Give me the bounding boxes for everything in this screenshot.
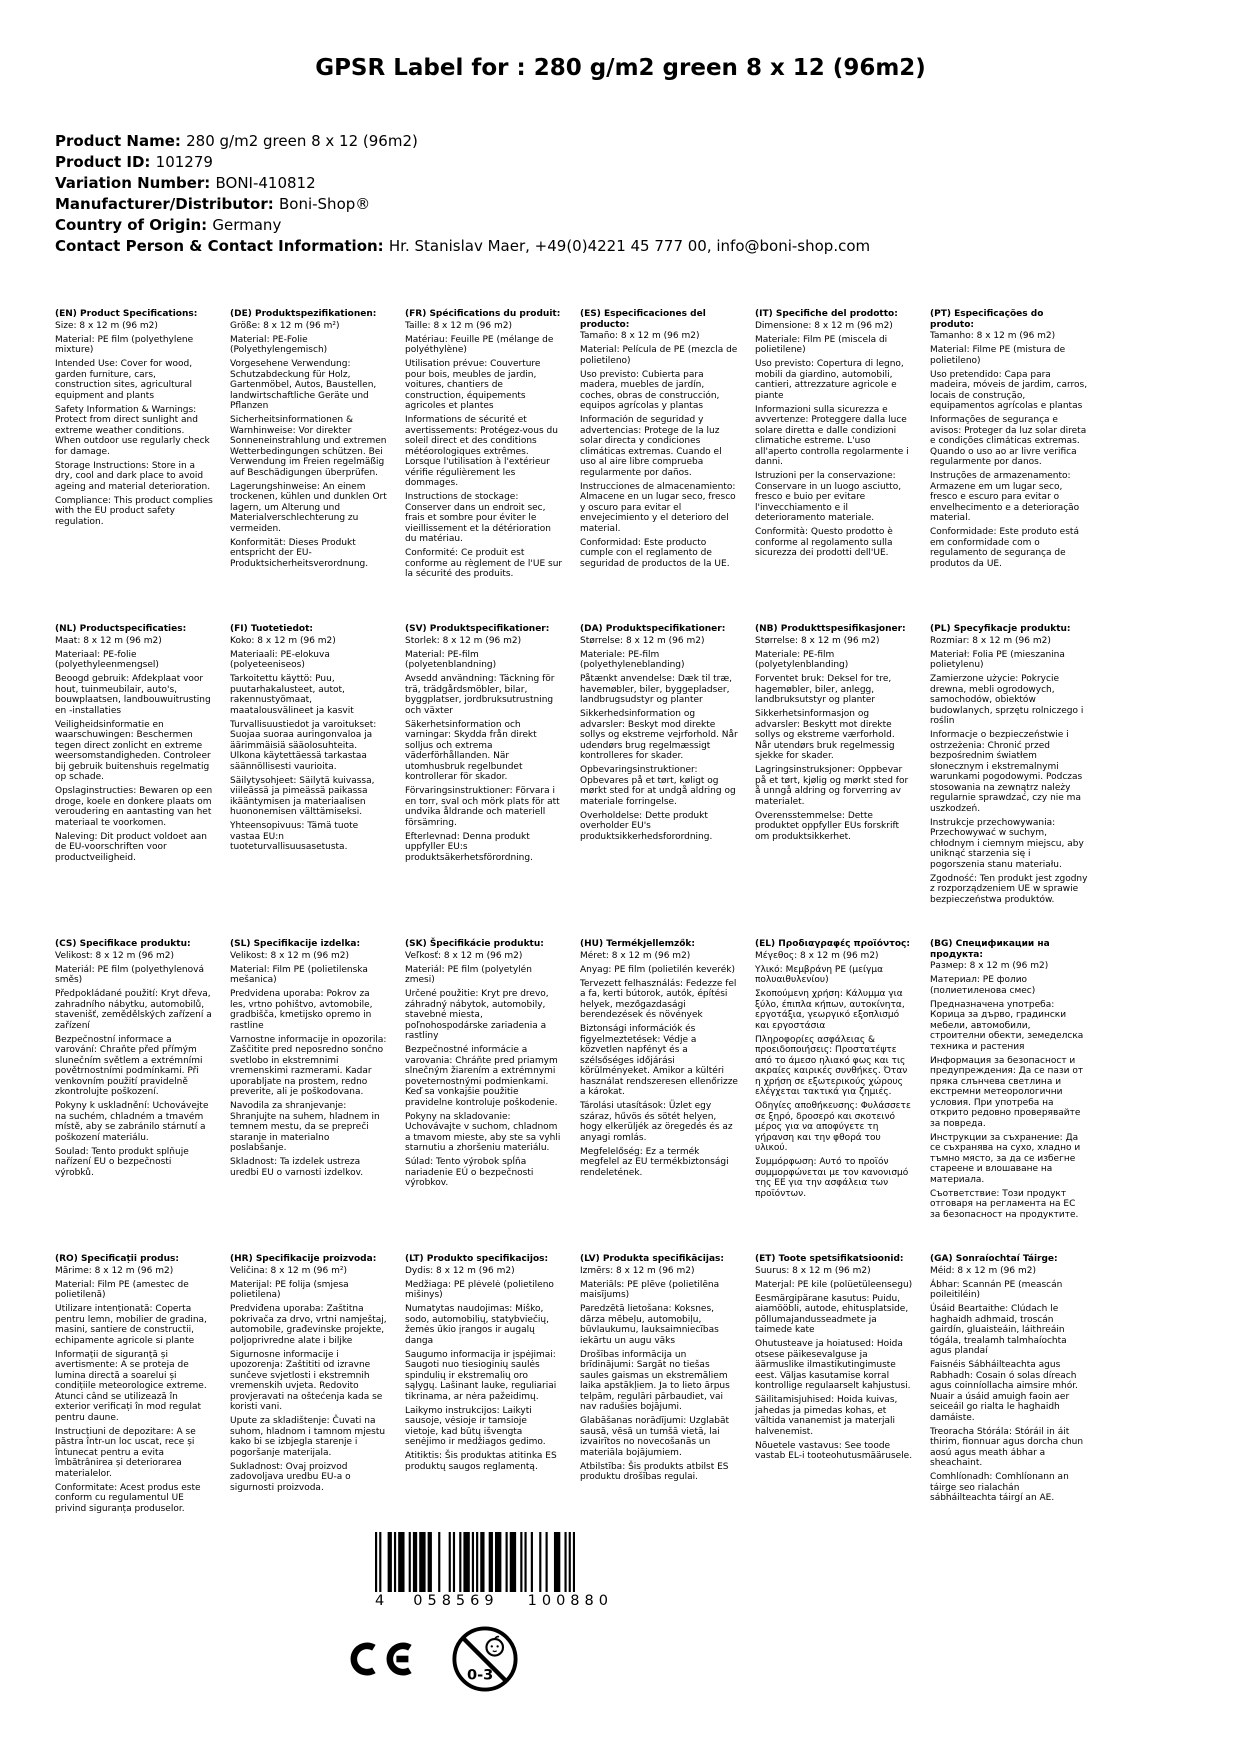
spec-paragraph: Material: Film PE (polietilenska mešanica): [230, 964, 368, 985]
barcode-bar: [546, 1532, 548, 1592]
spec-paragraph: Maat: 8 x 12 m (96 m2): [55, 635, 162, 646]
spec-paragraph: Beoogd gebruik: Afdekplaat voor hout, tuinmeubilair, auto's, bouwplaatsen, landbouwuitrusting en -installaties: [55, 674, 211, 716]
spec-paragraph: Tervezett felhasználás: Fedezze fel a fa, kerti bútorok, autók, építési helyek, mezőgazdasági berendezések és növények: [580, 978, 737, 1020]
spec-paragraph: Zgodność: Ten produkt jest zgodny z rozporządzeniem UE w sprawie bezpieczeństwa produktów.: [930, 873, 1088, 905]
spec-paragraph: Tamaño: 8 x 12 m (96 m2): [580, 331, 700, 341]
spec-heading: (ET) Toote spetsifikatsioonid:: [755, 1254, 904, 1264]
spec-paragraph: Eesmärgipärane kasutus: Puidu, aiamööbli, autode, ehitusplatside, põllumajandusseadmete ja taimede kate: [755, 1293, 909, 1335]
spec-heading: (SK) Špecifikácie produktu:: [405, 939, 544, 949]
spec-en: [55, 309, 213, 624]
spec-paragraph: Instrucciones de almacenamiento: Almacene en un lugar seco, fresco y oscuro para evitar el envejecimiento y el deterioro del material.: [580, 481, 736, 534]
barcode-digit-group-left: 058569: [413, 1592, 499, 1609]
page-title: GPSR Label for : 280 g/m2 green 8 x 12 (96m2): [315, 55, 926, 81]
product-info-label: Variation Number:: [55, 174, 216, 192]
spec-paragraph: Materiaali: PE-elokuva (polyeteeniseos): [230, 649, 330, 670]
barcode-digit-first: 4: [375, 1592, 385, 1609]
spec-paragraph: Pokyny k uskladnění: Uchovávejte na suchém, chladném a tmavém místě, aby se zabránilo stárnutí a poškození materiálu.: [55, 1101, 209, 1143]
spec-paragraph: Dydis: 8 x 12 m (96 m2): [405, 1265, 515, 1276]
spec-paragraph: Material: Film PE (amestec de polietilenă): [55, 1279, 189, 1300]
spec-paragraph: Conformità: Questo prodotto è conforme al regolamento sulla sicurezza dei prodotti dell'UE.: [755, 527, 893, 558]
spec-et: [755, 1254, 913, 1518]
spec-paragraph: Zamierzone użycie: Pokrycie drewna, mebli ogrodowych, samochodów, obiektów budowlanych, sprzętu rolniczego i roślin: [930, 674, 1084, 726]
spec-paragraph: Material: PE film (polyethylene mixture): [55, 334, 194, 355]
spec-paragraph: Instrucțiuni de depozitare: A se păstra într-un loc uscat, rece și întunecat pentru a evita îmbătrânirea și deteriorarea materialelor.: [55, 1426, 196, 1479]
product-info-row: [55, 215, 1241, 236]
spec-paragraph: Anyag: PE film (polietilén keverék): [580, 964, 736, 975]
spec-paragraph: Sukladnost: Ovaj proizvod zadovoljava uredbu EU-a o sigurnosti proizvoda.: [230, 1461, 351, 1493]
spec-paragraph: Sicherheitsinformationen & Warnhinweise: Vor direkter Sonneneinstrahlung und extremen Wetterbedingungen schützen. Bei Verwendung im Freien regelmäßig auf Beschädigungen überprüfen.: [230, 415, 387, 478]
barcode-digits: [375, 1593, 613, 1609]
product-info-value: Germany: [212, 216, 282, 234]
barcode-bar: [438, 1532, 440, 1592]
product-info-value: Hr. Stanislav Maer, +49(0)4221 45 777 00, info@boni-shop.com: [388, 237, 871, 255]
spec-paragraph: Uso previsto: Copertura di legno, mobili da giardino, automobili, cantieri, attrezzature agricole e piante: [755, 359, 904, 401]
spec-fr: [405, 309, 563, 624]
spec-paragraph: Størrelse: 8 x 12 m (96 m2): [755, 635, 880, 646]
spec-paragraph: Materiał: Folia PE (mieszanina polietylenu): [930, 649, 1065, 670]
barcode-bar: [449, 1532, 451, 1592]
ce-mark-icon: [349, 1632, 415, 1686]
spec-paragraph: Storlek: 8 x 12 m (96 m2): [405, 635, 522, 646]
spec-paragraph: Mărime: 8 x 12 m (96 m2): [55, 1265, 174, 1276]
product-info-row: [55, 152, 1241, 173]
spec-paragraph: Compliance: This product complies with the EU product safety regulation.: [55, 495, 213, 527]
spec-paragraph: Размер: 8 x 12 m (96 m2): [930, 961, 1049, 971]
spec-paragraph: Материал: PE фолио (полиетиленова смес): [930, 975, 1036, 996]
spec-paragraph: Sikkerhetsinformasjon og advarsler: Beskytt mot direkte sollys og ekstreme værforhold. Når utendørs bruk regelmessig sjekke for skader.: [755, 709, 895, 761]
spec-paragraph: Predviđena uporaba: Zaštitna pokrivača za drvo, vrtni namještaj, automobile, građevinske projekte, poljoprivredne alate i biljke: [230, 1304, 387, 1346]
spec-paragraph: Megfelelőség: Ez a termék megfelel az EU termékbiztonsági rendeletének.: [580, 1146, 729, 1178]
barcode-bar: [379, 1532, 381, 1592]
spec-paragraph: Инструкции за съхранение: Да се съхранява на сухо, хладно и тъмно място, за да се избегне стареене и влошаване на материала.: [930, 1132, 1081, 1185]
product-info-row: [55, 236, 1241, 257]
spec-heading: (RO) Specificații produs:: [55, 1254, 179, 1264]
barcode-bar: [531, 1532, 533, 1592]
spec-heading: (DE) Produktspezifikationen:: [230, 309, 377, 319]
spec-heading: (GA) Sonraíochtaí Táirge:: [930, 1254, 1058, 1264]
spec-paragraph: Yhteensopivuus: Tämä tuote vastaa EU:n tuoteturvallisuusasetusta.: [230, 821, 359, 852]
spec-paragraph: Materiale: Film PE (miscela di polietilene): [755, 334, 888, 355]
spec-paragraph: Treoracha Stórála: Stóráil in áit thirim, fionnuar agus dorcha chun aosú agus meath ábhar a sheachaint.: [930, 1426, 1084, 1468]
spec-paragraph: Größe: 8 x 12 m (96 m²): [230, 320, 340, 331]
spec-paragraph: Navodila za shranjevanje: Shranjujte na suhem, hladnem in temnem mestu, da se prepreči staranje in materialno poslabšanje.: [230, 1101, 380, 1153]
spec-paragraph: Dimensione: 8 x 12 m (96 m2): [755, 320, 893, 331]
spec-paragraph: Drošības informācija un brīdinājumi: Sargāt no tiešas saules gaismas un ekstremāliem laika apstākļiem. Ja to lieto ārpus telpām, regulāri pārbaudiet, vai nav radušies bojājumi.: [580, 1349, 730, 1412]
spec-heading: (IT) Specifiche del prodotto:: [755, 309, 898, 319]
spec-pt: [930, 309, 1088, 624]
product-info-label: Product Name:: [55, 132, 187, 150]
spec-paragraph: Materiale: PE-film (polyetylenblanding): [755, 649, 849, 670]
spec-paragraph: Vorgesehene Verwendung: Schutzabdeckung für Holz, Gartenmöbel, Autos, Baustellen, landwirtschaftliche Geräte und Pflanzen: [230, 359, 377, 411]
spec-paragraph: Avsedd användning: Täckning för trä, trädgårdsmöbler, bilar, byggplatser, jordbruksutrustning och växter: [405, 674, 555, 716]
barcode-bar: [489, 1532, 493, 1592]
spec-paragraph: Předpokládané použití: Kryt dřeva, zahradního nábytku, automobilů, stavenišť, zemědělských zařízení a zařízení: [55, 989, 212, 1031]
spec-paragraph: Turvallisuustiedot ja varoitukset: Suojaa suoraa auringonvaloa ja äärimmäisiä sääolosuhteita. Ulkona käytettäessä tarkastaa säännöllisesti vaurioita.: [230, 719, 377, 772]
spec-heading: (NB) Produkttspesifikasjoner:: [755, 624, 906, 634]
barcode-svg: [375, 1532, 575, 1592]
spec-el: [755, 939, 913, 1254]
spec-paragraph: Velikost: 8 x 12 m (96 m2): [230, 950, 350, 961]
spec-paragraph: Μέγεθος: 8 x 12 m (96 m2): [755, 950, 879, 961]
spec-paragraph: Koko: 8 x 12 m (96 m2): [230, 635, 336, 646]
spec-paragraph: Veiligheidsinformatie en waarschuwingen: Beschermen tegen direct zonlicht en extreme weersomstandigheden. Controleer bij gebruik buitenshuis regelmatig op schade.: [55, 719, 211, 782]
spec-paragraph: Conformitate: Acest produs este conform cu regulamentul UE privind siguranța produselor.: [55, 1482, 201, 1514]
spec-paragraph: Atitiktis: Šis produktas atitinka ES produktų saugos reglamentą.: [405, 1451, 557, 1472]
spec-lt: [405, 1254, 563, 1518]
age-warning-label: 0-3: [466, 1665, 494, 1683]
barcode-bar: [480, 1532, 484, 1592]
spec-paragraph: Lagerungshinweise: An einem trockenen, kühlen und dunklen Ort lagern, um Alterung und Materialverschlechterung zu vermeiden.: [230, 481, 387, 534]
barcode-bar: [510, 1532, 516, 1592]
spec-paragraph: Úsáid Beartaithe: Clúdach le haghaidh adhmaid, troscán gairdín, gluaisteáin, láithreáin tógála, trealamh talmhaíochta agus plandaí: [930, 1304, 1067, 1356]
spec-heading: (LV) Produkta specifikācijas:: [580, 1254, 724, 1264]
spec-sl: [230, 939, 388, 1254]
barcode-bar: [463, 1532, 469, 1592]
spec-paragraph: Información de seguridad y advertencias: Protege de la luz solar directa y condiciones climáticas extremas. Cuando el uso al aire libre comprueba regularmente por daños.: [580, 415, 722, 478]
barcode-bar: [495, 1532, 501, 1592]
spec-paragraph: Velikost: 8 x 12 m (96 m2): [55, 950, 175, 961]
footer: [335, 1532, 655, 1693]
spec-paragraph: Méret: 8 x 12 m (96 m2): [580, 950, 691, 961]
spec-paragraph: Upute za skladištenje: Čuvati na suhom, hladnom i tamnom mjestu kako bi se izbjegla starenje i pogoršanje materijala.: [230, 1416, 386, 1458]
spec-paragraph: Materiál: PE film (polyetylén zmesi): [405, 964, 532, 985]
barcode-bar: [539, 1532, 541, 1592]
product-info-label: Country of Origin:: [55, 216, 213, 234]
spec-paragraph: Numatytas naudojimas: Miško, sodo, automobilių, statybviečių, žemės ūkio įrangos ir augalų danga: [405, 1304, 549, 1346]
spec-paragraph: Ohutusteave ja hoiatused: Hoida otsese päikesevalguse ja äärmuslike ilmastikutingimuste eest. Väljas kasutamise korral kontrollige regulaarselt kahjustusi.: [755, 1339, 911, 1391]
barcode-bar: [398, 1532, 404, 1592]
spec-paragraph: Informacje o bezpieczeństwie i ostrzeżenia: Chronić przed bezpośrednim światłem słonecznym i ekstremalnymi warunkami pogodowymi. Podczas stosowania na zewnątrz należy regularnie sprawdzać, czy nie ma uszkodzeń.: [930, 730, 1083, 814]
spec-heading: (FI) Tuotetiedot:: [230, 624, 314, 634]
spec-heading: (EN) Product Specifications:: [55, 309, 198, 319]
spec-paragraph: Conformidad: Este producto cumple con el reglamento de seguridad de productos de la UE.: [580, 537, 730, 569]
spec-ro: [55, 1254, 213, 1518]
barcode-bar: [388, 1532, 392, 1592]
spec-pl: [930, 624, 1088, 939]
spec-paragraph: Lagringsinstruksjoner: Oppbevar på et tørt, kjølig og mørkt sted for å unngå aldring og forverring av materialet.: [755, 765, 909, 807]
spec-paragraph: Méid: 8 x 12 m (96 m2): [930, 1265, 1036, 1276]
barcode-bar: [524, 1532, 526, 1592]
product-info-row: [55, 173, 1241, 194]
spec-paragraph: Size: 8 x 12 m (96 m2): [55, 320, 158, 331]
spec-paragraph: Ábhar: Scannán PE (meascán poileitiléin): [930, 1279, 1063, 1300]
spec-paragraph: Förvaringsinstruktioner: Förvara i en torr, sval och mörk plats för att undvika åldrande och materiell försämring.: [405, 786, 560, 828]
age-warning-0-3-icon: [451, 1625, 519, 1693]
spec-paragraph: Съответствие: Този продукт отговаря на регламента на ЕС за безопасност на продуктите.: [930, 1188, 1079, 1220]
spec-paragraph: Instructions de stockage: Conserver dans un endroit sec, frais et sombre pour éviter le vieillissement et la détérioration du matériau.: [405, 492, 551, 544]
spec-paragraph: Efterlevnad: Denna produkt uppfyller EU:s produktsäkerhetsförordning.: [405, 831, 533, 863]
spec-hr: [230, 1254, 388, 1518]
spec-heading: (FR) Spécifications du produit:: [405, 309, 561, 319]
spec-paragraph: Materiale: PE-film (polyethyleneblanding): [580, 649, 685, 670]
spec-paragraph: Predvidena uporaba: Pokrov za les, vrtno pohištvo, avtomobile, gradbišča, kmetijsko opremo in rastline: [230, 989, 373, 1031]
spec-paragraph: Materiāls: PE plēve (polietilēna maisījums): [580, 1279, 720, 1300]
spec-paragraph: Συμμόρφωση: Αυτό το προϊόν συμμορφώνεται με τον κανονισμό της ΕΕ για την ασφάλεια των προϊόντων.: [755, 1157, 909, 1199]
spec-heading: (LT) Produkto specifikacijos:: [405, 1254, 549, 1264]
spec-da: [580, 624, 738, 939]
spec-heading: (EL) Προδιαγραφές προϊόντος:: [755, 939, 910, 949]
spec-sv: [405, 624, 563, 939]
product-info-value: 101279: [155, 153, 213, 171]
barcode-bar: [506, 1532, 508, 1592]
spec-bg: [930, 939, 1088, 1254]
spec-paragraph: Opbevaringsinstruktioner: Opbevares på et tørt, køligt og mørkt sted for at undgå aldring og materiale forringelse.: [580, 765, 736, 807]
spec-paragraph: Conformité: Ce produit est conforme au règlement de l'UE sur la sécurité des produits.: [405, 548, 563, 579]
barcode-bar: [453, 1532, 455, 1592]
spec-paragraph: Bezpečnostní informace a varování: Chraňte před přímým slunečním světlem a extrémními povětrnostními podmínkami. Při venkovním použití pravidelně zkontrolujte poškození.: [55, 1034, 203, 1097]
spec-heading: (HU) Termékjellemzők:: [580, 939, 696, 949]
spec-de: [230, 309, 388, 624]
spec-heading: (ES) Especificaciones del producto:: [580, 309, 706, 330]
spec-paragraph: Overensstemmelse: Dette produktet oppfyller EUs forskrift om produktsikkerhet.: [755, 810, 900, 842]
spec-paragraph: Bezpečnostné informácie a varovania: Chráňte pred priamym slnečným žiarením a extrémnymi poveternostnými podmienkami. Keď sa vonkajšie použitie pravidelne kontroluje poškodenie.: [405, 1045, 558, 1108]
spec-paragraph: Konformität: Dieses Produkt entspricht der EU-Produktsicherheitsverordnung.: [230, 537, 369, 569]
spec-paragraph: Säkerhetsinformation och varningar: Skydda från direkt solljus och extrema väderförhållanden. När utomhusbruk regelbundet kontrollerar för skador.: [405, 719, 537, 782]
spec-paragraph: Informations de sécurité et avertissements: Protégez-vous du soleil direct et des conditions météorologiques extrêmes. Lorsque l'utilisation à l'extérieur vérifie régulièrement les dommages.: [405, 415, 558, 488]
spec-paragraph: Instrukcje przechowywania: Przechowywać w suchym, chłodnym i ciemnym miejscu, aby uniknąć starzenia się i pogorszenia stanu materiału.: [930, 817, 1084, 870]
spec-paragraph: Conformidade: Este produto está em conformidade com o regulamento de segurança de produtos da UE.: [930, 527, 1079, 569]
spec-heading: (SL) Specifikacije izdelka:: [230, 939, 361, 949]
barcode-bar: [419, 1532, 425, 1592]
product-info-row: [55, 131, 1241, 152]
spec-paragraph: Izmērs: 8 x 12 m (96 m2): [580, 1265, 695, 1276]
spec-paragraph: Nõuetele vastavus: See toode vastab EL-i tooteohutusmäärusele.: [755, 1440, 913, 1461]
barcode-bar: [409, 1532, 411, 1592]
spec-paragraph: Materjal: PE kile (polüetüleensegu): [755, 1279, 913, 1290]
spec-heading: (PT) Especificações do produto:: [930, 309, 1044, 330]
spec-paragraph: Taille: 8 x 12 m (96 m2): [405, 320, 512, 331]
spec-cs: [55, 939, 213, 1254]
spec-paragraph: Informazioni sulla sicurezza e avvertenze: Proteggere dalla luce solare diretta e dalle condizioni climatiche estreme. L'uso all'aperto controlla regolarmente i danni.: [755, 404, 909, 467]
spec-heading: (PL) Specyfikacje produktu:: [930, 624, 1071, 634]
spec-paragraph: Οδηγίες αποθήκευσης: Φυλάσσετε σε ξηρό, δροσερό και σκοτεινό μέρος για να αποφύγετε τη γήρανση και την φθορά του υλικού.: [755, 1101, 911, 1153]
barcode-bar: [554, 1532, 560, 1592]
spec-paragraph: Skladnost: Ta izdelek ustreza uredbi EU o varnosti izdelkov.: [230, 1157, 364, 1178]
product-info-value: 280 g/m2 green 8 x 12 (96m2): [186, 132, 418, 150]
barcode-bar: [569, 1532, 571, 1592]
spec-paragraph: Tárolási utasítások: Üzlet egy száraz, hűvös és sötét helyen, hogy elkerüljék az öregedés és az anyagi romlás.: [580, 1101, 733, 1143]
spec-paragraph: Material: Película de PE (mezcla de polietileno): [580, 345, 738, 366]
spec-paragraph: Tarkoitettu käyttö: Puu, puutarhakalusteet, autot, rakennustyömaat, maatalousvälineet ja kasvit: [230, 674, 354, 716]
spec-paragraph: Comhlíonadh: Comhlíonann an táirge seo rialachán sábháilteachta táirgí an AE.: [930, 1472, 1069, 1503]
product-info: [55, 131, 1241, 257]
spec-paragraph: Naleving: Dit product voldoet aan de EU-voorschriften voor productveiligheid.: [55, 831, 207, 863]
spec-paragraph: Storage Instructions: Store in a dry, cool and dark place to avoid ageing and material deterioration.: [55, 460, 211, 492]
product-info-label: Contact Person & Contact Information:: [55, 237, 389, 255]
spec-paragraph: Safety Information & Warnings: Protect from direct sunlight and extreme weather conditions. When outdoor use regularly check for damage.: [55, 404, 210, 457]
footer-symbols: [349, 1625, 655, 1693]
spec-paragraph: Pokyny na skladovanie: Uchovávajte v suchom, chladnom a tmavom mieste, aby ste sa vyhli starnutiu a zhoršeniu materiálu.: [405, 1111, 561, 1153]
spec-paragraph: Glabāšanas norādījumi: Uzglabāt sausā, vēsā un tumšā vietā, lai izvairītos no novecošanās un materiāla bojājumiem.: [580, 1416, 729, 1458]
spec-paragraph: Utilisation prévue: Couverture pour bois, meubles de jardin, voitures, chantiers de construction, équipements agricoles et plantes: [405, 359, 541, 411]
spec-paragraph: Υλικό: Μεμβράνη PE (μείγμα πολυαιθυλενίου): [755, 964, 884, 985]
spec-paragraph: Veličina: 8 x 12 m (96 m²): [230, 1265, 347, 1276]
spec-paragraph: Størrelse: 8 x 12 m (96 m2): [580, 635, 705, 646]
spec-paragraph: Instruções de armazenamento: Armazene em um lugar seco, fresco e escuro para evitar o envelhecimento e a deterioração material.: [930, 471, 1080, 523]
spec-paragraph: Istruzioni per la conservazione: Conservare in un luogo asciutto, fresco e buio per evitare l'invecchiamento e il deterioramento materiale.: [755, 471, 902, 523]
spec-paragraph: Atbilstība: Šis produkts atbilst ES produktu drošības regulai.: [580, 1461, 729, 1482]
spec-paragraph: Materiál: PE film (polyethylenová směs): [55, 964, 204, 985]
barcode-bar: [459, 1532, 461, 1592]
spec-paragraph: Sigurnosne informacije i upozorenja: Zaštititi od izravne sunčeve svjetlosti i ekstremnih vremenskih uvjeta. Redovito provjeravati na oštećenja kada se koristi vani.: [230, 1349, 383, 1412]
spec-es: [580, 309, 738, 624]
product-info-value: BONI-410812: [215, 174, 316, 192]
spec-sk: [405, 939, 563, 1254]
spec-paragraph: Uso previsto: Cubierta para madera, muebles de jardín, coches, obras de construcción, equipos agrícolas y plantas: [580, 369, 720, 411]
spec-paragraph: Material: PE-film (polyetenblandning): [405, 649, 497, 670]
spec-nb: [755, 624, 913, 939]
spec-paragraph: Sikkerhedsinformation og advarsler: Beskyt mod direkte sollys og ekstreme vejrforhold. Når udendørs brug regelmæssigt kontrolleres for skader.: [580, 709, 738, 761]
spec-nl: [55, 624, 213, 939]
spec-paragraph: Saugumo informacija ir įspėjimai: Saugoti nuo tiesioginių saulės spindulių ir ekstremalių oro sąlygų. Lašinant lauke, reguliariai tikrinama, ar nėra pažeidimų.: [405, 1349, 557, 1402]
spec-lv: [580, 1254, 738, 1518]
spec-paragraph: Säilytysohjeet: Säilytä kuivassa, viileässä ja pimeässä paikassa ikääntymisen ja materiaalisen huononemisen välttämiseksi.: [230, 775, 375, 817]
spec-paragraph: Forventet bruk: Deksel for tre, hagemøbler, biler, anlegg, landbruksutstyr og planter: [755, 674, 892, 705]
spec-paragraph: Opslaginstructies: Bewaren op een droge, koele en donkere plaats om veroudering en aantasting van het materiaal te voorkomen.: [55, 786, 213, 828]
spec-paragraph: Soulad: Tento produkt splňuje nařízení EU o bezpečnosti výrobků.: [55, 1146, 189, 1178]
barcode-bar: [375, 1532, 377, 1592]
spec-heading: (DA) Produktspecifikationer:: [580, 624, 726, 634]
spec-paragraph: Σκοπούμενη χρήση: Κάλυμμα για ξύλο, έπιπλα κήπων, αυτοκίνητα, εργοτάξια, γεωργικό εξοπλισμό και εργοστάσια: [755, 989, 905, 1031]
spec-paragraph: Laikymo instrukcijos: Laikyti sausoje, vėsioje ir tamsioje vietoje, kad būtų išvengta senėjimo ir medžiagos gedimo.: [405, 1405, 546, 1447]
spec-heading: (SV) Produktspecifikationer:: [405, 624, 550, 634]
spec-paragraph: Medžiaga: PE plėvelė (polietileno mišinys): [405, 1279, 554, 1300]
product-info-label: Product ID:: [55, 153, 156, 171]
spec-heading: (NL) Productspecificaties:: [55, 624, 187, 634]
spec-paragraph: Påtænkt anvendelse: Dæk til træ, havemøbler, biler, byggepladser, landbrugsudstyr og planter: [580, 674, 733, 705]
spec-paragraph: Veľkosť: 8 x 12 m (96 m2): [405, 950, 523, 961]
spec-paragraph: Intended Use: Cover for wood, garden furniture, cars, construction sites, agricultural equipment and plants: [55, 359, 193, 401]
spec-paragraph: Informações de segurança e avisos: Proteger da luz solar direta e condições climáticas extremas. Quando o uso ao ar livre verifica regularmente por danos.: [930, 415, 1087, 467]
spec-heading: (BG) Спецификации на продукта:: [930, 939, 1050, 960]
spec-paragraph: Πληροφορίες ασφάλειας & προειδοποιήσεις: Προστατέψτε από το άμεσο ηλιακό φως και τις ακραίες καιρικές συνθήκες. Όταν η χρήση σε εξωτερικούς χώρους ελέγχεται τακτικά για ζημιές.: [755, 1034, 908, 1097]
spec-paragraph: Uso pretendido: Capa para madeira, móveis de jardim, carros, locais de construção, equipamentos agrícolas e plantas: [930, 369, 1088, 411]
spec-paragraph: Materiaal: PE-folie (polyethyleenmengsel): [55, 649, 159, 670]
product-info-value: Boni-Shop®: [278, 195, 371, 213]
spec-paragraph: Предназначена употреба: Корица за дърво, градински мебели, автомобили, строителни обекти, земеделска техника и растения: [930, 999, 1084, 1052]
spec-paragraph: Faisnéis Sábháilteachta agus Rabhadh: Cosain ó solas díreach agus coinníollacha aimsire mhór. Nuair a úsáid amuigh faoin aer seiceáil go rialta le haghaidh damáiste.: [930, 1360, 1078, 1423]
spec-paragraph: Säilitamisjuhised: Hoida kuivas, jahedas ja pimedas kohas, et vältida vananemist ja materjali halvenemist.: [755, 1395, 898, 1437]
spec-paragraph: Информация за безопасност и предупреждения: Да се пази от пряка слънчева светлина и екстремни метеорологични условия. При употреба на открито редовно проверявайте за повреда.: [930, 1055, 1084, 1129]
barcode-bar: [573, 1532, 575, 1592]
spec-paragraph: Material: PE-Folie (Polyethylengemisch): [230, 334, 328, 355]
barcode: [335, 1532, 635, 1609]
barcode-bar: [413, 1532, 417, 1592]
spec-heading: (CS) Specifikace produktu:: [55, 939, 191, 949]
spec-hu: [580, 939, 738, 1254]
barcode-bar: [520, 1532, 522, 1592]
spec-paragraph: Tamanho: 8 x 12 m (96 m2): [930, 331, 1056, 341]
spec-paragraph: Paredzētā lietošana: Koksnes, dārza mēbeļu, automobiļu, būvlaukumu, lauksaimniecības iekārtu un augu vāks: [580, 1304, 719, 1346]
spec-paragraph: Materijal: PE folija (smjesa polietilena): [230, 1279, 349, 1300]
spec-paragraph: Určené použitie: Kryt pre drevo, záhradný nábytok, automobily, stavebné miesta, poľnohospodárske zariadenia a rastliny: [405, 989, 549, 1041]
spec-paragraph: Material: Filme PE (mistura de polietileno): [930, 345, 1066, 366]
spec-paragraph: Varnostne informacije in opozorila: Zaščitite pred neposredno sončno svetlobo in ekstremnimi vremenskimi razmerami. Kadar uporabljate na prostem, redno preverite, ali je poškodovana.: [230, 1034, 387, 1097]
spec-paragraph: Overholdelse: Dette produkt overholder EU's produktsikkerhedsforordning.: [580, 810, 713, 842]
barcode-bar: [472, 1532, 474, 1592]
spec-paragraph: Utilizare intenționată: Coperta pentru lemn, mobilier de gradina, masini, santiere de constructii, echipamente agricole si plante: [55, 1304, 207, 1346]
spec-paragraph: Suurus: 8 x 12 m (96 m2): [755, 1265, 871, 1276]
spec-it: [755, 309, 913, 624]
spec-paragraph: Matériau: Feuille PE (mélange de polyéthylène): [405, 334, 554, 355]
product-info-row: [55, 194, 1241, 215]
spec-paragraph: Súlad: Tento výrobok spĺňa nariadenie EÚ o bezpečnosti výrobkov.: [405, 1157, 534, 1188]
product-info-label: Manufacturer/Distributor:: [55, 195, 279, 213]
spec-heading: (HR) Specifikacije proizvoda:: [230, 1254, 377, 1264]
spec-paragraph: Informații de siguranță și avertismente: A se proteja de lumina directă a soarelui și condițiile meteorologice extreme. Atunci când se utilizează în exterior verificați în mod regulat pentru daune.: [55, 1349, 207, 1423]
barcode-bar: [394, 1532, 396, 1592]
barcode-bar: [428, 1532, 432, 1592]
barcode-bar: [476, 1532, 478, 1592]
spec-ga: [930, 1254, 1088, 1518]
barcode-bar: [564, 1532, 566, 1592]
spec-paragraph: Biztonsági információk és figyelmeztetések: Védje a közvetlen napfényt és a szélsőséges időjárási körülményeket. Amikor a kültéri használat rendszeresen ellenőrizze a károkat.: [580, 1024, 738, 1097]
barcode-digit-group-right: 100880: [527, 1592, 613, 1609]
specs-grid: [55, 309, 1186, 1518]
spec-paragraph: Rozmiar: 8 x 12 m (96 m2): [930, 635, 1051, 646]
spec-fi: [230, 624, 388, 939]
